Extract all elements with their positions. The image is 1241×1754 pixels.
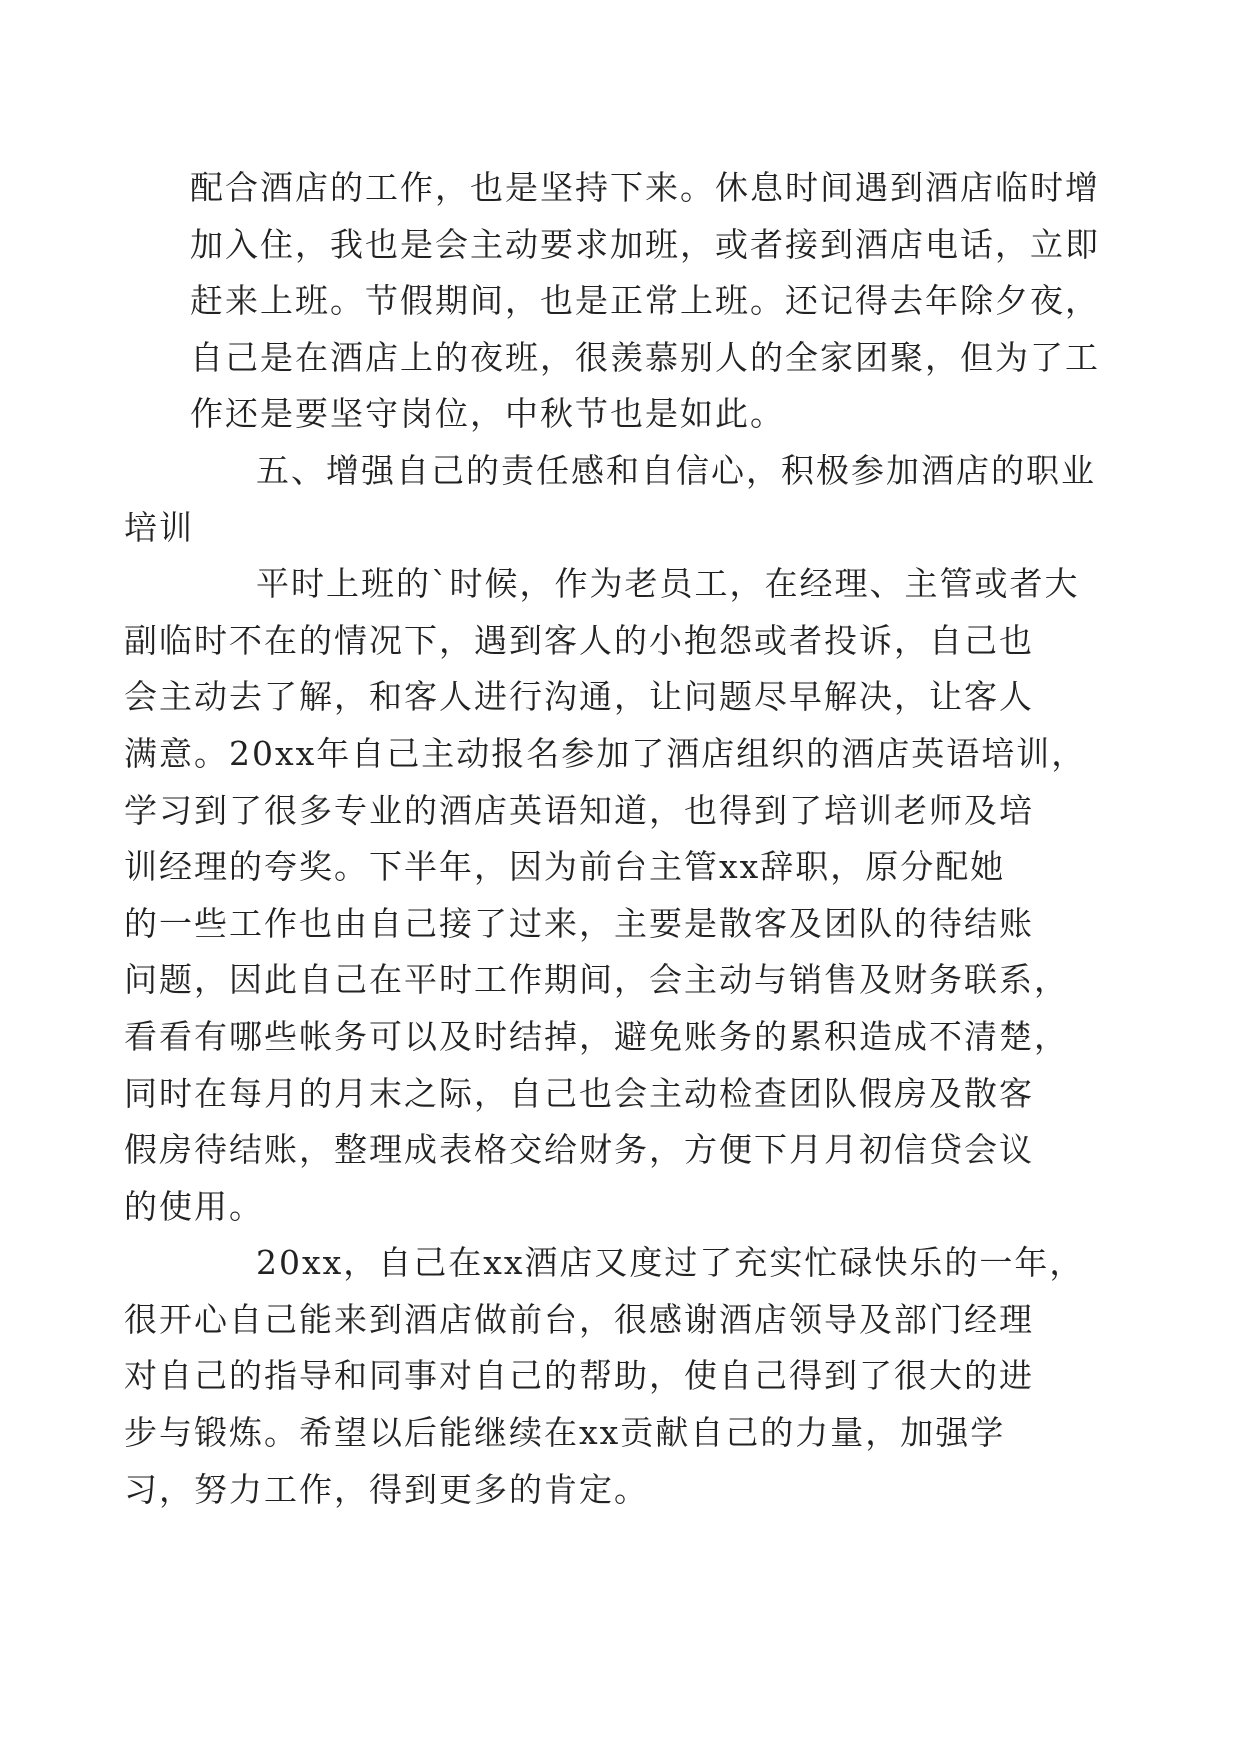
text-line: 配合酒店的工作，也是坚持下来。休息时间遇到酒店临时增 xyxy=(190,168,1100,207)
heading-line: 五、增强自己的责任感和自信心，积极参加酒店的职业 xyxy=(256,450,1096,490)
text-line: 的使用。 xyxy=(124,1186,264,1226)
text-line: 赶来上班。节假期间，也是正常上班。还记得去年除夕夜， xyxy=(190,281,1100,321)
text-line: 对自己的指导和同事对自己的帮助，使自己得到了很大的进 xyxy=(124,1356,1034,1396)
text-line: 很开心自己能来到酒店做前台，很感谢酒店领导及部门经理 xyxy=(124,1299,1034,1339)
document-body xyxy=(124,160,1100,1518)
text-line: 加入住，我也是会主动要求加班，或者接到酒店电话，立即 xyxy=(190,224,1100,264)
paragraph-training xyxy=(124,556,1087,1235)
paragraph-overtime xyxy=(190,160,1100,443)
text-line: 步与锻炼。希望以后能继续在xx贡献自己的力量，加强学 xyxy=(124,1413,1006,1453)
text-line: 同时在每月的月末之际，自己也会主动检查团队假房及散客 xyxy=(124,1073,1034,1113)
text-line: 满意。20xx年自己主动报名参加了酒店组织的酒店英语培训， xyxy=(124,733,1087,773)
text-line: 习，努力工作，得到更多的肯定。 xyxy=(124,1469,649,1509)
text-line: 学习到了很多专业的酒店英语知道，也得到了培训老师及培 xyxy=(124,790,1034,830)
text-line: 副临时不在的情况下，遇到客人的小抱怨或者投诉，自己也 xyxy=(124,620,1034,660)
text-line: 假房待结账，整理成表格交给财务，方便下月月初信贷会议 xyxy=(124,1130,1034,1170)
heading-line-cont: 培训 xyxy=(124,507,194,547)
text-line: 的一些工作也由自己接了过来，主要是散客及团队的待结账 xyxy=(124,903,1034,943)
text-line: 作还是要坚守岗位，中秋节也是如此。 xyxy=(190,394,785,434)
text-line: 自己是在酒店上的夜班，很羡慕别人的全家团聚，但为了工 xyxy=(190,337,1100,377)
text-line: 平时上班的`时候，作为老员工，在经理、主管或者大 xyxy=(256,564,1080,604)
text-line: 问题，因此自己在平时工作期间，会主动与销售及财务联系， xyxy=(124,960,1069,1000)
paragraph-conclusion xyxy=(124,1235,1085,1518)
text-line: 训经理的夸奖。下半年，因为前台主管xx辞职，原分配她 xyxy=(124,847,1006,887)
text-line: 会主动去了解，和客人进行沟通，让问题尽早解决，让客人 xyxy=(124,677,1034,717)
section-heading-five xyxy=(124,443,1096,556)
text-line: 20xx，自己在xx酒店又度过了充实忙碌快乐的一年， xyxy=(256,1243,1085,1283)
text-line: 看看有哪些帐务可以及时结掉，避免账务的累积造成不清楚， xyxy=(124,1016,1069,1056)
